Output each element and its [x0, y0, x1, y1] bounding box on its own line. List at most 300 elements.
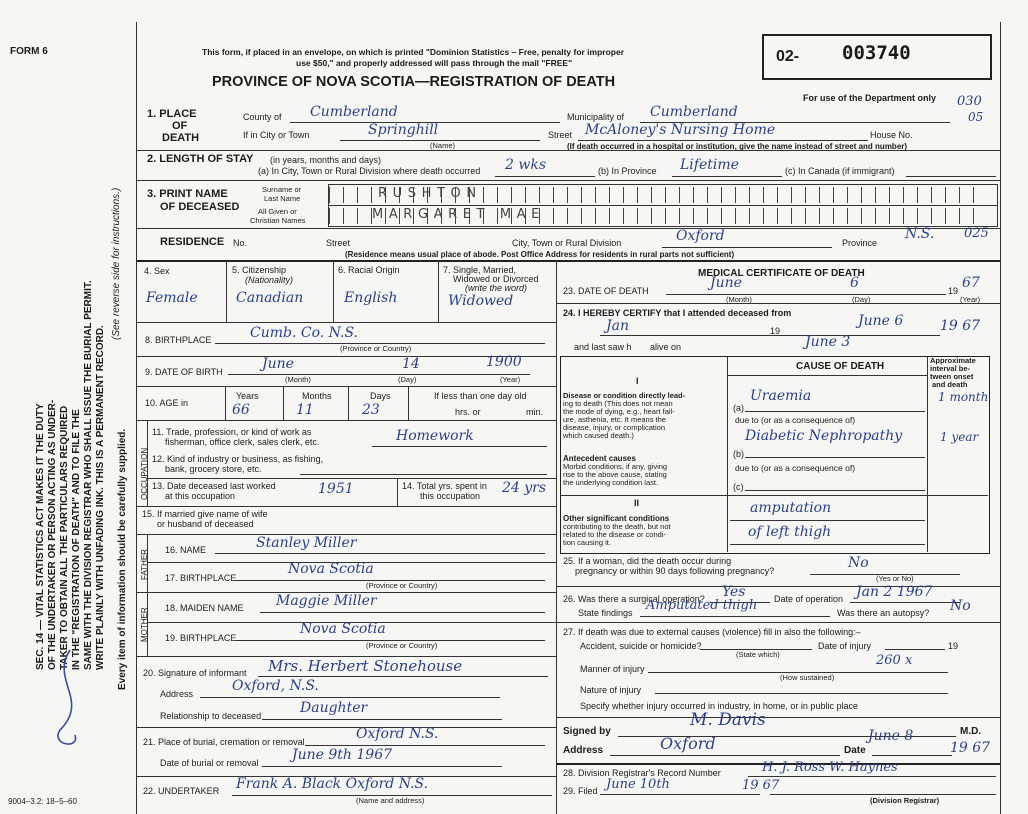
certify-from-month[interactable]: Jan: [606, 318, 629, 334]
interval-header-4: and death: [932, 380, 968, 389]
place-label-1: 1. PLACE: [147, 108, 197, 120]
reg-prefix: 02-: [776, 48, 800, 65]
divider-5: [137, 322, 556, 323]
autopsy-label: Was there an autopsy?: [837, 608, 930, 618]
days-label: Days: [370, 391, 391, 401]
stay-a-label: (a) In City, Town or Rural Division where death occurred: [258, 166, 481, 176]
mother-bp-sub: (Province or Country): [366, 641, 438, 650]
pregnancy-label-2: pregnancy or within 90 days following pregnancy?: [575, 566, 775, 576]
death-month-value[interactable]: June: [710, 275, 742, 291]
signed-date-year[interactable]: 19 67: [950, 740, 991, 756]
informant-label: 20. Signature of informant: [143, 668, 247, 678]
residence-note: (Residence means usual place of abode. Post Office Address for residents in rural parts not sufficient): [345, 250, 735, 259]
spouse-label-1: 15. If married give name of wife: [142, 509, 268, 519]
informant-line: [258, 676, 548, 677]
cause-c-marker: (c): [733, 482, 744, 492]
name-grid-cell: [735, 187, 749, 203]
name-grid-cell: [931, 208, 945, 224]
dob-label: 9. DATE OF BIRTH: [145, 367, 223, 377]
spouse-label-2: or husband of deceased: [157, 519, 254, 529]
years-value[interactable]: 66: [232, 402, 250, 418]
name-grid-cell: [665, 208, 679, 224]
name-grid-cell: [735, 208, 749, 224]
form-left-border: [136, 22, 137, 814]
surname-label-1: Surname or: [262, 185, 302, 194]
burial-place-value[interactable]: Oxford N.S.: [356, 726, 439, 742]
sex-label: 4. Sex: [144, 266, 170, 276]
last-saw-value[interactable]: June 3: [805, 334, 851, 350]
name-grid-cell: [889, 208, 903, 224]
marital-label-1: 7. Single, Married,: [443, 265, 517, 275]
surgical-value[interactable]: Yes: [722, 584, 746, 600]
signed-address-label: Address: [563, 745, 604, 756]
last-worked-value[interactable]: 1951: [318, 481, 354, 497]
relationship-label: Relationship to deceased: [160, 711, 262, 721]
name-grid-cell: [777, 208, 791, 224]
mother-side: MOTHER: [140, 607, 149, 642]
name-grid-cell: [693, 208, 707, 224]
residence-label: RESIDENCE: [160, 236, 225, 248]
signed-date-label: Date: [844, 745, 866, 756]
name-grid-cell: [357, 208, 371, 224]
name-grid-cell: [581, 208, 595, 224]
interval-b-value[interactable]: 1 year: [940, 430, 979, 444]
cause-b-marker: (b): [733, 449, 744, 459]
nature-line: [655, 693, 948, 694]
name-grid-cell: [973, 208, 987, 224]
filed-value[interactable]: June 10th: [606, 777, 670, 792]
informant-address-line: [200, 697, 500, 698]
name-grid-cell: [805, 187, 819, 203]
signed-value[interactable]: M. Davis: [690, 710, 766, 730]
name-grid-cell: [749, 187, 763, 203]
name-grid-cell: [791, 208, 805, 224]
name-grid-cell: [623, 208, 637, 224]
stay-b-value[interactable]: Lifetime: [680, 157, 739, 173]
name-grid-cell: [707, 187, 721, 203]
alive-label: alive on: [650, 342, 682, 352]
dob-day[interactable]: 14: [402, 356, 420, 372]
disease-label-3: the mode of dying, e.g., heart fail-: [563, 407, 675, 416]
cause-div-2: [927, 356, 928, 552]
name-grid-cell: [889, 187, 903, 203]
filed-year[interactable]: 19 67: [742, 778, 780, 793]
filed-registrar-line: [770, 794, 996, 795]
filed-label: 29. Filed: [563, 786, 598, 796]
age-div-4: [408, 386, 409, 420]
industry-label-2: bank, grocery store, etc.: [165, 464, 262, 474]
citizenship-sub: (Nationality): [245, 275, 294, 285]
other-line-2: [730, 544, 925, 545]
cause-div-1: [727, 356, 728, 552]
age-div-3: [348, 386, 349, 420]
other-value-2[interactable]: of left thigh: [748, 524, 832, 540]
manner-label: Manner of injury: [580, 664, 645, 674]
date-op-value[interactable]: Jan 2 1967: [856, 584, 933, 600]
md-label: M.D.: [960, 726, 982, 737]
county-label: County of: [243, 112, 282, 122]
divider-m2: [556, 586, 1000, 587]
divider-m1: [556, 303, 1000, 304]
date-op-label: Date of operation: [774, 594, 844, 604]
total-years-label-2: this occupation: [420, 491, 481, 501]
act-text-6: WRITE PLAINLY WITH UNFADING INK. THIS IS A PERMANENT RECORD.: [95, 325, 106, 670]
cause-a-line: [745, 411, 925, 412]
name-grid-cell: [903, 208, 917, 224]
how-sustained-sub: (How sustained): [780, 673, 835, 682]
min-label: min.: [526, 407, 544, 417]
marital-label-2: Widowed or Divorced: [453, 274, 539, 284]
death-month-sub: (Month): [726, 295, 752, 304]
signed-address-line: [610, 755, 840, 756]
name-grid-cell: [917, 208, 931, 224]
name-grid-cell: [539, 187, 553, 203]
street-value[interactable]: McAloney's Nursing Home: [585, 122, 776, 138]
racial-value[interactable]: English: [344, 290, 398, 306]
disease-label-1: Disease or condition directly lead-: [563, 391, 686, 400]
undertaker-sub: (Name and address): [356, 796, 425, 805]
death-date-line: [666, 294, 946, 295]
citizenship-label: 5. Citizenship: [232, 265, 287, 275]
father-name-value[interactable]: Stanley Miller: [256, 535, 357, 551]
name-grid-cell: [357, 187, 371, 203]
name-label-2: OF DECEASED: [160, 201, 240, 213]
other-value-1[interactable]: amputation: [750, 500, 832, 516]
city-name-sub: (Name): [430, 141, 456, 150]
name-grid-cell: [581, 187, 595, 203]
name-grid-cell: [595, 187, 609, 203]
name-grid-cell: [847, 208, 861, 224]
name-grid-cell: [525, 187, 539, 203]
dept-code-2: 05: [968, 110, 984, 124]
name-grid-cell: [749, 208, 763, 224]
occ-div: [397, 478, 398, 506]
name-label-1: 3. PRINT NAME: [147, 188, 228, 200]
death-day-value[interactable]: 6: [850, 275, 859, 291]
roman-1: I: [636, 376, 639, 386]
divider-1: [137, 150, 1000, 151]
column-divider: [556, 260, 557, 814]
relationship-value[interactable]: Daughter: [300, 700, 368, 716]
findings-line: [640, 616, 830, 617]
state-which-sub: (State which): [736, 650, 780, 659]
months-value[interactable]: 11: [296, 402, 314, 418]
registrar-label: 28. Division Registrar's Record Number: [563, 768, 721, 778]
name-grid-cell: [343, 208, 357, 224]
hrs-label: hrs. or: [455, 407, 481, 417]
date-injury-line: [885, 649, 945, 650]
name-grid-cell: [819, 208, 833, 224]
name-grid-cell: [623, 187, 637, 203]
divider-m4: [556, 717, 1000, 718]
other-label-1: Other significant conditions: [563, 514, 670, 523]
last-worked-label-2: at this occupation: [165, 491, 236, 501]
municipality-label: Municipality of: [567, 112, 625, 122]
form-right-border: [1000, 22, 1001, 814]
page-title: PROVINCE OF NOVA SCOTIA—REGISTRATION OF DEATH: [212, 74, 616, 90]
sex-value[interactable]: Female: [146, 290, 198, 306]
total-years-label-1: 14. Total yrs. spent in: [402, 481, 487, 491]
burial-place-line: [305, 745, 545, 746]
undertaker-value[interactable]: Frank A. Black Oxford N.S.: [236, 776, 429, 792]
certify-to-year[interactable]: 19 67: [940, 318, 981, 334]
city-value[interactable]: Springhill: [368, 122, 439, 138]
surgical-label: 26. Was there a surgical operation?: [563, 594, 705, 604]
months-label: Months: [302, 391, 332, 401]
interval-header-2: interval be-: [930, 364, 971, 373]
birthplace-value[interactable]: Cumb. Co. N.S.: [250, 325, 359, 341]
death-day-sub: (Day): [852, 295, 871, 304]
cause-header-line: [727, 375, 927, 376]
residence-province-label: Province: [842, 238, 878, 248]
certify-to-value[interactable]: June 6: [858, 313, 904, 329]
death-year-sub: (Year): [960, 295, 981, 304]
stay-a-value[interactable]: 2 wks: [505, 157, 547, 173]
industry-label-1: 12. Kind of industry or business, as fishing,: [152, 454, 324, 464]
medical-title: MEDICAL CERTIFICATE OF DEATH: [698, 268, 865, 279]
informant-address-value[interactable]: Oxford, N.S.: [232, 678, 319, 694]
interval-a-value[interactable]: 1 month: [938, 390, 989, 404]
divider-4: [137, 260, 1000, 262]
last-saw-label: and last saw h: [574, 342, 632, 352]
age-div-1: [225, 386, 226, 420]
name-grid-cell: [875, 208, 889, 224]
death-date-label: 23. DATE OF DEATH: [563, 286, 649, 296]
house-label: House No.: [870, 130, 913, 140]
name-grid-cell: [651, 187, 665, 203]
name-grid-cell: [721, 208, 735, 224]
stay-c-line: [906, 176, 996, 177]
name-grid-cell: [833, 187, 847, 203]
signed-label: Signed by: [563, 726, 611, 737]
name-grid-cell: [805, 208, 819, 224]
specify-label: Specify whether injury occurred in industry, in home, or in public place: [580, 701, 858, 711]
burial-date-value[interactable]: June 9th 1967: [292, 747, 393, 763]
disease-label-2: ing to death (This does not mean: [563, 399, 673, 408]
other-line-1: [730, 520, 925, 521]
act-text-4: IN THE "REGISTRATION OF DEATH" AND TO FILE THE: [71, 409, 82, 670]
divider-10: [137, 506, 556, 507]
name-grid-cell: [511, 187, 525, 203]
name-grid-cell: [567, 187, 581, 203]
roman-2: II: [634, 498, 640, 508]
name-grid-cell: [763, 187, 777, 203]
date-op-line: [850, 602, 960, 603]
surname-label-2: Last Name: [264, 194, 301, 203]
county-value[interactable]: Cumberland: [310, 104, 398, 120]
residence-city-line: [662, 247, 832, 248]
stay-note: (in years, months and days): [270, 155, 382, 165]
age-div-2: [283, 386, 284, 420]
divider-3: [137, 228, 1000, 229]
consequence-a: due to (or as a consequence of): [735, 415, 856, 425]
registration-number-box: [762, 34, 992, 80]
registrar-line: [748, 776, 996, 777]
total-years-value[interactable]: 24 yrs: [502, 480, 547, 496]
surname-value[interactable]: RUSHTON: [378, 186, 482, 201]
filed-line: [600, 794, 760, 795]
name-grid-cell: [553, 208, 567, 224]
other-label-3: related to the disease or condi-: [563, 530, 666, 539]
name-grid-cell: [665, 187, 679, 203]
name-grid-cell: [707, 208, 721, 224]
place-label-3: DEATH: [162, 132, 200, 144]
certify-label: 24. I HEREBY CERTIFY that I attended deceased from: [563, 308, 792, 318]
consequence-b: due to (or as a consequence of): [735, 463, 856, 473]
industry-line: [300, 474, 547, 475]
birthplace-sub: (Province or Country): [340, 344, 412, 353]
dept-use-label: For use of the Department only: [803, 93, 937, 103]
street-line: [578, 140, 868, 141]
signature-scribble: [40, 640, 100, 760]
signed-date-line: [872, 755, 952, 756]
other-label-4: tion causing it.: [563, 538, 611, 547]
sex-divider: [226, 260, 227, 322]
date-injury-year: 19: [948, 641, 959, 651]
manner-value[interactable]: 260 x: [876, 653, 913, 668]
divider-m3: [556, 622, 1000, 623]
division-registrar-sub: (Division Registrar): [870, 796, 940, 805]
name-grid-cell: [329, 208, 343, 224]
act-text-3: TAKER TO OBTAIN ALL THE PARTICULARS REQUIRED: [59, 405, 70, 670]
signed-date-value[interactable]: June 8: [868, 728, 914, 744]
act-text-2: OF THE UNDERTAKER OR PERSON ACTING AS UNDER-: [47, 399, 58, 670]
antecedent-label-1: Antecedent causes: [563, 454, 636, 463]
dept-code-1: 030: [957, 94, 982, 109]
dob-month[interactable]: June: [262, 356, 294, 372]
name-grid-cell: [777, 187, 791, 203]
other-label-2: contributing to the death, but not: [563, 522, 671, 531]
street-label: Street: [548, 130, 573, 140]
mother-name-label: 18. MAIDEN NAME: [165, 603, 244, 613]
mother-bp-label: 19. BIRTHPLACE: [165, 633, 237, 643]
autopsy-value[interactable]: No: [950, 598, 971, 614]
findings-label: State findings: [578, 608, 633, 618]
informant-address-label: Address: [160, 689, 194, 699]
burial-place-label: 21. Place of burial, cremation or removal: [143, 737, 305, 747]
name-grid-cell: [567, 208, 581, 224]
dob-year[interactable]: 1900: [486, 354, 522, 370]
divider-16: [137, 727, 556, 728]
dob-line: [228, 374, 530, 375]
name-grid-cell: [917, 187, 931, 203]
registrar-value[interactable]: H. J. Ross W. Haynes: [762, 760, 898, 775]
disease-label-6: which caused death.): [563, 431, 634, 440]
race-divider: [438, 260, 439, 322]
notice-line-1: This form, if placed in an envelope, on which is printed "Dominion Statistics – Free, penalty for improper: [202, 47, 625, 57]
reverse-note: (See reverse side for instructions.): [111, 187, 122, 340]
father-bp-label: 17. BIRTHPLACE: [165, 573, 237, 583]
hospital-note: (If death occurred in a hospital or institution, give the name instead of street and number): [567, 142, 908, 151]
date-injury-label: Date of injury: [818, 641, 872, 651]
name-grid-cell: [945, 208, 959, 224]
place-label-2: OF: [172, 120, 188, 132]
birthplace-label: 8. BIRTHPLACE: [145, 335, 212, 345]
name-grid-cell: [483, 187, 497, 203]
name-grid-cell: [973, 187, 987, 203]
divider-8: [137, 420, 556, 421]
stay-b-label: (b) In Province: [598, 166, 657, 176]
name-grid-cell: [833, 208, 847, 224]
death-year-value[interactable]: 67: [962, 275, 980, 291]
name-grid-cell: [959, 208, 973, 224]
interval-header-3: tween onset: [930, 372, 974, 381]
given-value[interactable]: MARGARET MAE: [372, 207, 545, 222]
residence-province-value[interactable]: N.S.: [905, 226, 935, 242]
name-grid-cell: [721, 187, 735, 203]
reg-number: 003740: [842, 42, 911, 64]
mother-bp-value[interactable]: Nova Scotia: [300, 621, 386, 637]
citizenship-value[interactable]: Canadian: [236, 290, 304, 306]
trade-line: [372, 446, 547, 447]
name-grid-cell: [651, 208, 665, 224]
yes-no-sub: (Yes or No): [876, 574, 914, 583]
act-text-1: SEC. 14 — VITAL STATISTICS ACT MAKES IT THE DUTY: [35, 403, 46, 670]
name-grid-cell: [945, 187, 959, 203]
form-label: FORM 6: [10, 46, 48, 57]
cause-ii-line: [560, 495, 988, 496]
year-sub: (Year): [500, 375, 521, 384]
name-grid-cell: [819, 187, 833, 203]
antecedent-label-2: Morbid conditions, if any, giving: [563, 462, 668, 471]
stay-b-line: [672, 176, 782, 177]
city-label: If in City or Town: [243, 130, 310, 140]
residence-no-label: No.: [233, 238, 248, 248]
name-grid-cell: [763, 208, 777, 224]
residence-city-value[interactable]: Oxford: [676, 228, 725, 244]
residence-street-label: Street: [326, 238, 351, 248]
name-grid-cell: [959, 187, 973, 203]
cause-b-value[interactable]: Diabetic Nephropathy: [745, 428, 903, 444]
stay-a-line: [495, 176, 595, 177]
days-value[interactable]: 23: [362, 402, 380, 418]
name-grid-cell: [861, 187, 875, 203]
name-grid-cell: [497, 187, 511, 203]
external-label: 27. If death was due to external causes (violence) fill in also the following:–: [563, 627, 861, 637]
given-label-1: All Given or: [258, 207, 297, 216]
pregnancy-value[interactable]: No: [848, 555, 869, 571]
municipality-value[interactable]: Cumberland: [650, 104, 738, 120]
antecedent-label-4: the underlying condition last.: [563, 478, 659, 487]
signed-address-value[interactable]: Oxford: [660, 734, 716, 753]
cit-divider: [333, 260, 334, 322]
trade-value[interactable]: Homework: [396, 428, 474, 444]
stay-c-label: (c) In Canada (if immigrant): [785, 166, 895, 176]
name-grid-cell: [553, 187, 567, 203]
name-grid-cell: [329, 187, 343, 203]
cause-c-line: [745, 490, 925, 491]
name-grid-cell: [637, 208, 651, 224]
stay-label: 2. LENGTH OF STAY: [147, 153, 254, 165]
cause-a-value[interactable]: Uraemia: [750, 388, 812, 404]
father-bp-value[interactable]: Nova Scotia: [288, 561, 374, 577]
cause-b-line: [745, 457, 925, 458]
burial-date-label: Date of burial or removal: [160, 758, 259, 768]
last-worked-label-1: 13. Date deceased last worked: [152, 481, 276, 491]
findings-value[interactable]: Amputated thigh: [646, 598, 758, 613]
occupation-side: OCCUPATION: [140, 447, 149, 500]
accident-label: Accident, suicide or homicide?: [580, 641, 702, 651]
marital-value[interactable]: Widowed: [448, 293, 514, 309]
mother-name-value[interactable]: Maggie Miller: [276, 593, 377, 609]
burial-date-line: [262, 766, 502, 767]
name-grid-cell: [637, 187, 651, 203]
informant-value[interactable]: Mrs. Herbert Stonehouse: [268, 657, 463, 675]
name-grid-cell: [875, 187, 889, 203]
name-grid-cell: [609, 208, 623, 224]
form-code: 9004–3.2: 18–5–60: [8, 797, 77, 806]
name-grid-cell: [931, 187, 945, 203]
